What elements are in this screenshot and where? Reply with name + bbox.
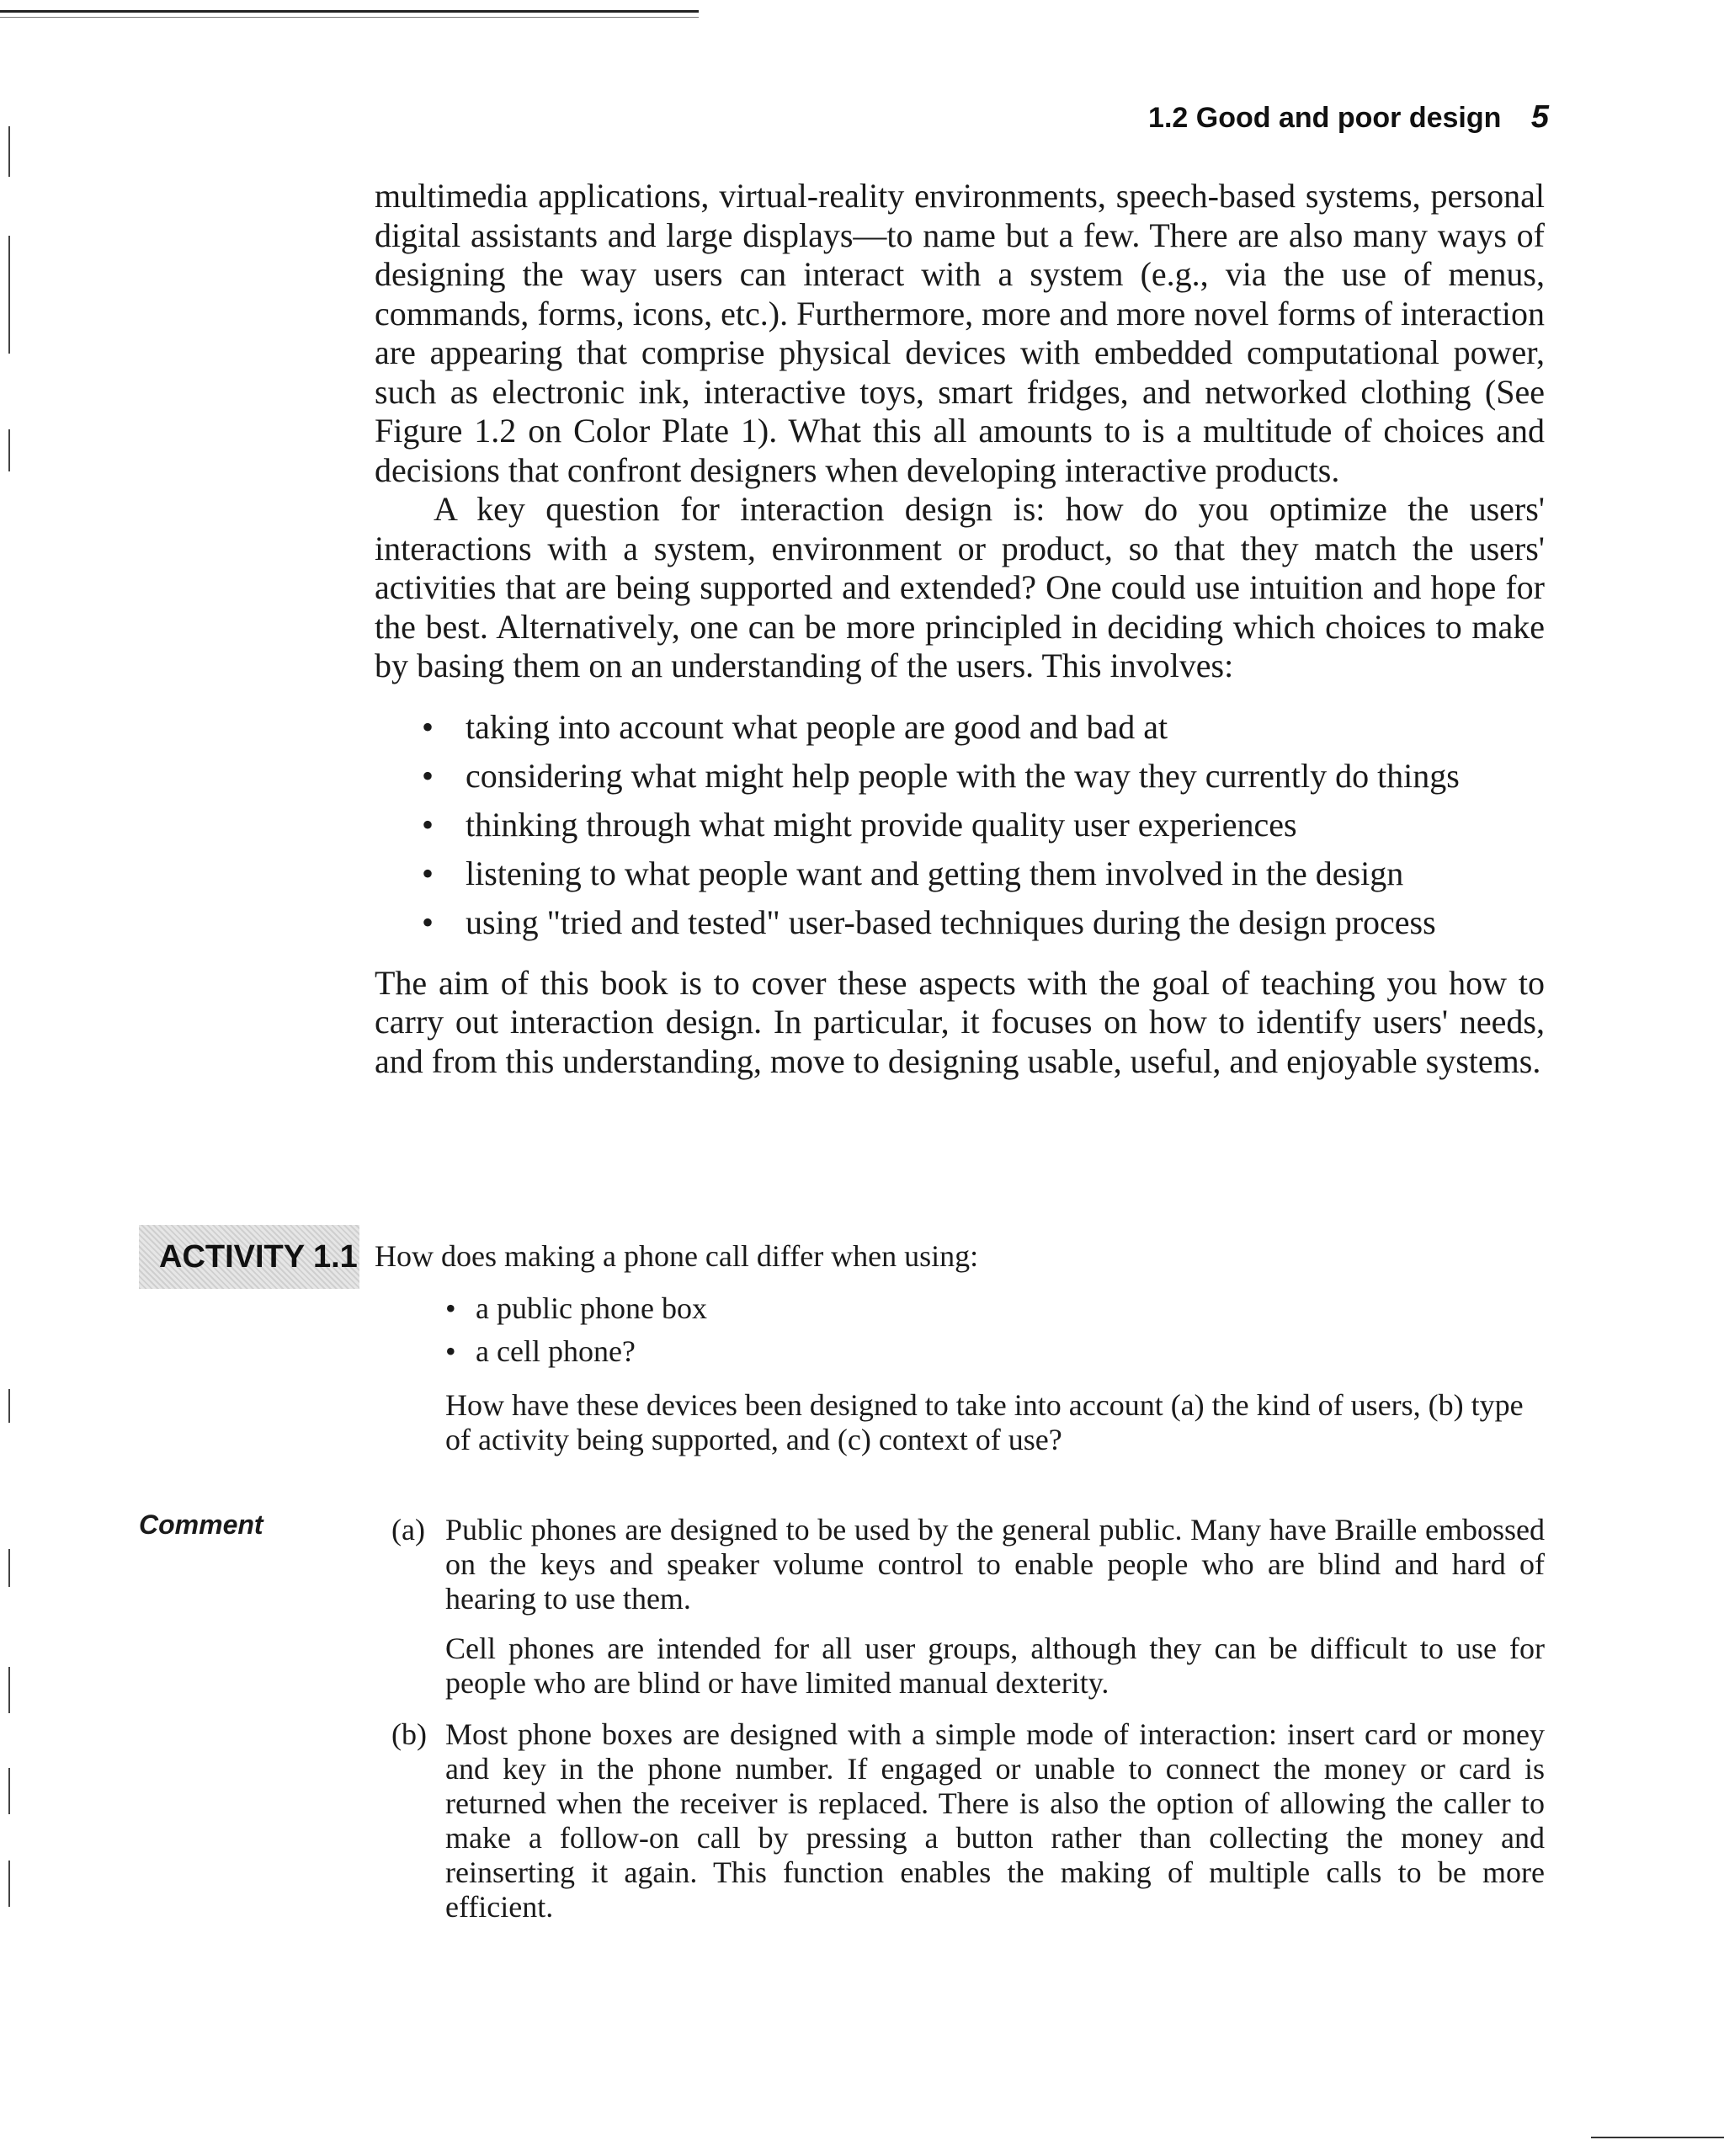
scan-top-rule: [0, 10, 699, 13]
scan-edge-mark: [8, 1667, 10, 1713]
comment-label: Comment: [139, 1509, 263, 1540]
activity-list: [375, 1287, 1545, 1373]
main-text: [375, 177, 1545, 1081]
paragraph-3: The aim of this book is to cover these aspects with the goal of teaching you how to carry out interaction design. In particular, it focuses on how to identify users' needs, and from this understanding, move to designing usable, useful, and enjoyable systems.: [375, 963, 1545, 1080]
scan-top-rule-thin: [0, 17, 699, 18]
page-number: 5: [1530, 99, 1549, 135]
list-item: • listening to what people want and getting them involved in the design: [422, 849, 1545, 898]
list-item: • thinking through what might provide quality user experiences: [422, 801, 1545, 849]
paragraph-1: multimedia applications, virtual-reality environments, speech-based systems, personal digital assistants and large displays—to name but a few. There are also many ways of designing the way users can interact with a system (e.g., via the use of menus, commands, forms, icons, etc.). Furthermore, more and more novel forms of interaction are appearing that comprise physical devices with embedded computational power, such as electronic ink, interactive toys, smart fridges, and networked clothing (See Figure 1.2 on Color Plate 1). What this all amounts to is a multitude of choices and decisions that confront designers when developing interactive products.: [375, 177, 1545, 489]
scan-edge-mark: [8, 236, 10, 354]
list-item: • using "tried and tested" user-based techniques during the design process: [422, 898, 1545, 947]
activity-question: How have these devices been designed to take into account (a) the kind of users, (b) type of activity being supported, and (c) context of use?: [445, 1388, 1524, 1456]
scan-edge-mark: [8, 1861, 10, 1907]
scan-edge-mark: [8, 1549, 10, 1587]
list-item: • a public phone box: [445, 1287, 1545, 1330]
scan-edge-mark: [8, 1768, 10, 1814]
activity-intro: How does making a phone call differ when using:: [375, 1239, 979, 1273]
comment-paragraph: Cell phones are intended for all user groups, although they can be difficult to use for people who are blind or have limited manual dexterity.: [445, 1632, 1545, 1700]
running-header: [1111, 99, 1549, 136]
activity-box: [375, 1239, 1545, 1457]
list-item: • taking into account what people are good and bad at: [422, 703, 1545, 752]
item-marker: (b): [391, 1717, 427, 1751]
scan-edge-mark: [8, 126, 10, 177]
considerations-list: [375, 703, 1545, 947]
comment-item-b: [391, 1717, 1545, 1924]
list-item: • a cell phone?: [445, 1330, 1545, 1373]
comment-item-a: [391, 1513, 1545, 1701]
list-item: • considering what might help people with the way they currently do things: [422, 752, 1545, 801]
scan-edge-mark: [8, 429, 10, 471]
item-marker: (a): [391, 1513, 425, 1546]
activity-label: ACTIVITY 1.1: [139, 1225, 359, 1289]
scan-bottom-rule: [1591, 2137, 1724, 2138]
comment-paragraph: Public phones are designed to be used by the general public. Many have Braille embossed on the keys and speaker volume control to enable people who are blind and hard of hearing to use them.: [445, 1513, 1545, 1616]
section-title: 1.2 Good and poor design: [1148, 102, 1502, 134]
comment-section: [391, 1513, 1545, 1941]
comment-paragraph: Most phone boxes are designed with a simple mode of interaction: insert card or money and key in the phone number. If engaged or unable to connect the money or card is returned when the receiver is replaced. There is also the option of allowing the caller to make a follow-on call by pressing a button rather than collecting the money and reinserting it again. This function enables the making of multiple calls to be more efficient.: [445, 1717, 1545, 1924]
scan-edge-mark: [8, 1389, 10, 1423]
paragraph-2: A key question for interaction design is: how do you optimize the users' interactions with a system, environment or product, so that they match the users' activities that are being supported and extended? One could use intuition and hope for the best. Alternatively, one can be more principled in deciding which choices to make by basing them on an understanding of the users. This involves:: [375, 490, 1545, 684]
